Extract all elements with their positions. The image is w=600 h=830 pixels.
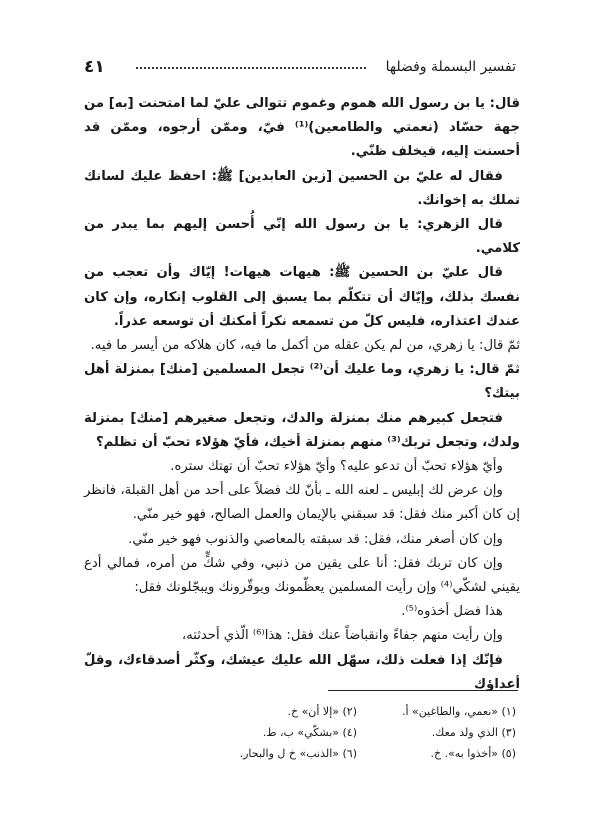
page-number: ٤١ xyxy=(84,57,105,77)
paragraph: وإن رأيت منهم جفاءً وانقباضاً عنك فقل: هذا⁽⁶⁾ الّذي أحدثته، xyxy=(181,628,503,644)
paragraph: ثمّ قال: يا زهري، من لم يكن عقله من أكمل ما فيه، كان هلاكه من أيسر ما فيه. xyxy=(90,338,520,354)
footnote: (٥) «أخذوا به». خ. xyxy=(430,747,516,760)
paragraph: ثمّ قال: يا زهري، وما عليك أن⁽²⁾ تجعل المسلمين [منك] بمنزلة أهل بيتك؟ xyxy=(84,362,520,402)
footnote: (٤) «بشكّي» ب، ط. xyxy=(262,726,357,739)
footnote: (٢) «إلا أن» خ. xyxy=(287,705,357,718)
paragraph: فتجعل كبيرهم منك بمنزلة والدك، وتجعل صغيرهم [منك] بمنزلة ولدك، وتجعل تربك⁽³⁾ منهم بمنزلة أخيك، فأيّ هؤلاء تحبّ أن تظلم؟ xyxy=(84,410,520,450)
paragraph: هذا فضل أخذوه⁽⁵⁾. xyxy=(401,604,503,620)
running-title: تفسير البسملة وفضلها xyxy=(385,59,516,75)
footnote: (٣) الذي ولد معك. xyxy=(431,726,516,739)
footnote: (١) «نعمي، والطاغين» أ. xyxy=(402,705,516,718)
paragraph: قال عليّ بن الحسين ﷺ: هيهات هيهات! إيّاك وأن تعجب من نفسك بذلك، وإيّاك أن تتكلّم بما يسبق إلى القلوب إنكاره، وإن كان عندك اعتذاره، فليس كلّ من تسمعه نكراً أمكنك أن توسعه عذراً. xyxy=(84,265,520,329)
footnote: (٦) «الذنب» خ ل والبحار. xyxy=(239,747,357,760)
footnote-divider xyxy=(328,690,518,691)
paragraph: وإن كان أصغر منك، فقل: قد سبقته بالمعاصي والذنوب فهو خير منّي. xyxy=(128,531,503,547)
page-header xyxy=(84,56,516,82)
paragraph: وأيّ هؤلاء تحبّ أن تدعو عليه؟ وأيّ هؤلاء تحبّ أن تهتك ستره. xyxy=(170,459,503,475)
paragraph: وإن كان تربك فقل: أنا على يقين من ذنبي، وفي شكٍّ من أمره، فمالي أدع يقيني لشكّي⁽⁴⁾ وإن رأيت المسلمين يعظّمونك ويوقّرونك ويبجّلونك فقل: xyxy=(84,555,520,596)
body-text xyxy=(84,92,520,697)
header-dotted-rule xyxy=(136,67,366,69)
paragraph: فإنّك إذا فعلت ذلك، سهّل الله عليك عيشك، وكثّر أصدقاءك، وقلّ أعداؤك xyxy=(84,652,520,692)
paragraph: وإن عرض لك إبليس ـ لعنه الله ـ بأنّ لك فضلاً على أحد من أهل القبلة، فانظر إن كان أكبر منك فقل: قد سبقني بالإيمان والعمل الصالح، فهو خير منّي. xyxy=(84,483,520,523)
footnotes xyxy=(216,701,516,764)
paragraph: قال: يا بن رسول الله هموم وغموم تتوالى عليّ لما امتحنت [به] من جهة حسّاد (نعمتي والطامعين)⁽¹⁾ فيّ، وممّن أرجوه، وممّن قد أحسنت إليه، فيخلف ظنّي. xyxy=(84,96,520,160)
paragraph: فقال له عليّ بن الحسين [زين العابدين] ﷺ: احفظ عليك لسانك تملك به إخوانك. xyxy=(84,168,520,208)
paragraph: قال الزهري: يا بن رسول الله إنّي أُحسن إليهم بما يبدر من كلامي. xyxy=(84,217,520,257)
